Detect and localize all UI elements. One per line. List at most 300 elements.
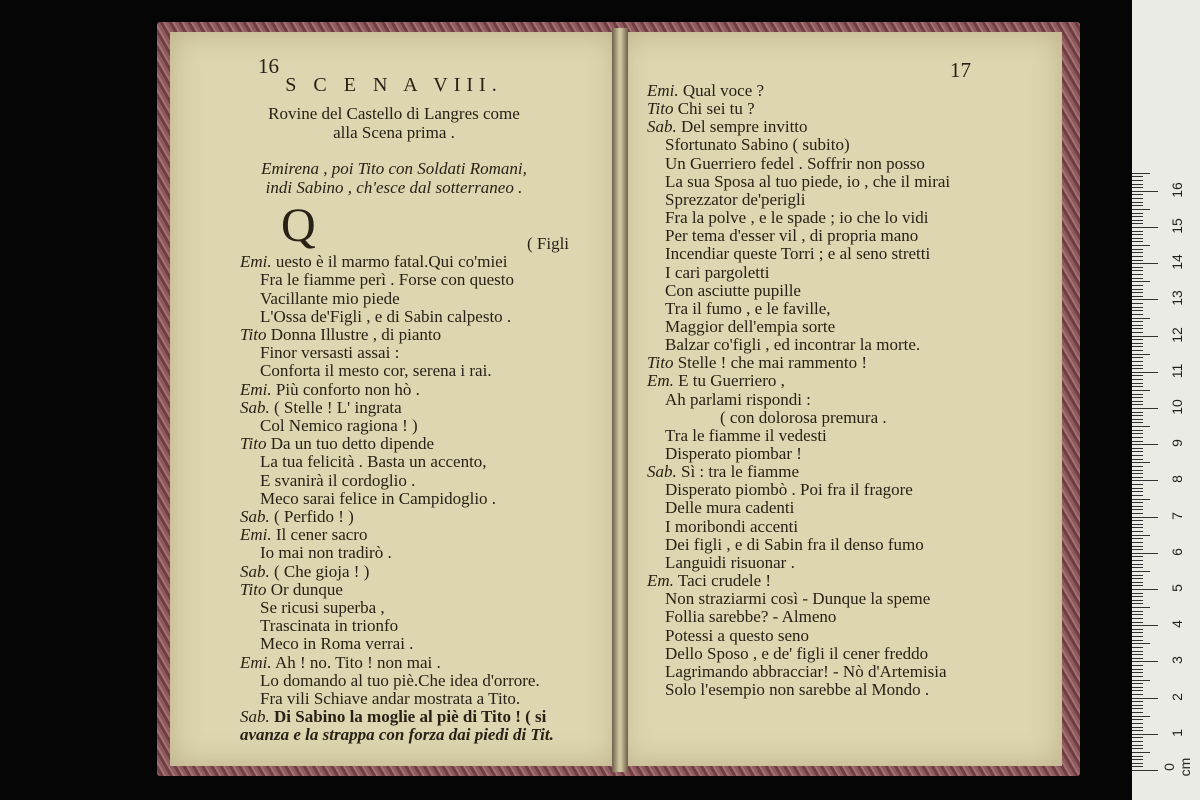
ruler-tick [1132, 473, 1143, 474]
text-line [665, 191, 805, 209]
ruler-tick [1132, 375, 1143, 376]
line-text: Chi sei tu ? [677, 99, 755, 119]
speaker-label: Tito [240, 434, 267, 454]
ruler-tick [1132, 763, 1143, 764]
ruler-tick [1132, 241, 1143, 242]
ruler-tick [1132, 209, 1150, 210]
text-line [647, 118, 808, 136]
text-line [665, 663, 947, 681]
text-line [665, 627, 809, 645]
text-line [647, 100, 755, 118]
ruler-tick [1132, 640, 1143, 641]
ruler-tick [1132, 687, 1143, 688]
speaker-label: Emi. [647, 81, 679, 100]
line-text: Ah parlami rispondi : [665, 389, 811, 409]
measuring-ruler [1132, 0, 1200, 800]
ruler-tick [1132, 357, 1143, 358]
text-line [240, 399, 402, 417]
ruler-tick [1132, 390, 1150, 391]
ruler-label: 0 cm [1161, 757, 1193, 777]
text-line [260, 690, 520, 708]
ruler-tick [1132, 651, 1143, 652]
speaker-label: Emi. [240, 652, 272, 672]
line-text: I cari pargoletti [665, 262, 770, 282]
ruler-tick [1132, 603, 1143, 604]
ruler-tick [1132, 321, 1143, 322]
ruler-tick [1132, 770, 1158, 771]
ruler-tick [1132, 184, 1143, 185]
text-line [665, 481, 913, 499]
ruler-tick [1132, 712, 1143, 713]
ruler-tick [1132, 437, 1143, 438]
ruler-label: 16 [1169, 182, 1185, 198]
ruler-tick [1132, 350, 1143, 351]
ruler-label: 13 [1169, 290, 1185, 307]
line-text: ( Stelle ! L' ingrata [274, 397, 402, 417]
text-line [665, 536, 924, 554]
speaker-label: Tito [240, 579, 267, 599]
speaker-label: Tito [240, 325, 267, 344]
text-line [260, 672, 540, 690]
text-line [665, 318, 835, 336]
line-text: Maggior dell'empia sorte [665, 316, 836, 336]
line-text: Ah ! no. Tito ! non mai . [274, 652, 441, 672]
ruler-tick [1132, 394, 1143, 395]
ruler-tick [1132, 611, 1143, 612]
text-line [665, 136, 850, 154]
ruler-label: 7 [1169, 511, 1185, 520]
ruler-tick [1132, 194, 1143, 195]
text-line [240, 708, 546, 726]
ruler-tick [1132, 354, 1150, 355]
text-line [665, 681, 929, 699]
text-line [260, 453, 487, 471]
ruler-tick [1132, 299, 1158, 300]
ruler-tick [1132, 205, 1143, 206]
ruler-label: 11 [1169, 363, 1185, 379]
text-line [260, 344, 399, 362]
speaker-label: Sab. [240, 397, 270, 417]
cast-line: indi Sabino , ch'esce dal sotterraneo . [265, 178, 523, 197]
line-text: ( con dolorosa premura . [720, 407, 887, 427]
ruler-tick [1132, 191, 1158, 192]
ruler-tick [1132, 216, 1143, 217]
ruler-tick [1132, 553, 1158, 554]
text-line [665, 499, 794, 517]
text-line [260, 544, 392, 562]
ruler-label: 15 [1169, 218, 1185, 234]
line-text: Sprezzator de'perigli [665, 189, 806, 209]
ruler-tick [1132, 578, 1143, 579]
ruler-tick [1132, 401, 1143, 402]
line-text: Incendiar queste Torri ; e al seno stretti [665, 244, 931, 264]
line-text: Balzar co'figli , ed incontrar la morte. [665, 335, 921, 355]
text-line [647, 354, 867, 372]
page-number: 16 [258, 54, 279, 78]
ruler-tick [1132, 292, 1143, 293]
line-text: Del sempre invitto [681, 117, 808, 137]
ruler-tick [1132, 270, 1143, 271]
line-text: Finor versasti assai : [260, 343, 400, 363]
ruler-tick [1132, 752, 1150, 753]
line-text: Un Guerriero fedel . Soffrir non posso [665, 153, 925, 173]
ruler-tick [1132, 690, 1143, 691]
line-text: Or dunque [270, 579, 343, 599]
text-line [720, 409, 887, 427]
line-text: Donna Illustre , di pianto [270, 325, 442, 344]
line-text: Il cener sacro [275, 525, 368, 545]
text-line [665, 608, 836, 626]
ruler-tick [1132, 632, 1143, 633]
line-text: ( Che gioja ! ) [274, 561, 370, 581]
text-line [647, 572, 771, 590]
ruler-tick [1132, 202, 1143, 203]
ruler-tick [1132, 643, 1150, 644]
text-line [240, 435, 434, 453]
ruler-tick [1132, 220, 1143, 221]
line-text: La sua Sposa al tuo piede, io , che il mirai [665, 171, 951, 191]
line-text: Disperato piombar ! [665, 444, 802, 463]
text-line [260, 308, 511, 326]
setting-line: Rovine del Castello di Langres come [268, 104, 520, 123]
ruler-tick [1132, 517, 1158, 518]
ruler-tick [1132, 415, 1143, 416]
ruler-tick [1132, 513, 1143, 514]
ruler-label: 1 [1169, 728, 1185, 737]
ruler-tick [1132, 231, 1143, 232]
text-line [665, 518, 798, 536]
ruler-tick [1132, 263, 1158, 264]
ruler-tick [1132, 524, 1143, 525]
ruler-tick [1132, 748, 1143, 749]
ruler-tick [1132, 680, 1150, 681]
line-text: Delle mura cadenti [665, 498, 795, 518]
line-text: Fra le fiamme perì . Forse con questo [260, 270, 514, 290]
line-text: Stelle ! che mai rammento ! [677, 353, 868, 373]
line-text: Solo l'esempio non sarebbe al Mondo . [665, 679, 930, 699]
line-text: Con asciutte pupille [665, 280, 801, 300]
text-line [260, 617, 398, 635]
text-line [240, 563, 369, 581]
line-text: L'Ossa de'Figli , e di Sabin calpesto . [260, 306, 512, 326]
line-text: Follia sarebbe? - Almeno [665, 607, 837, 627]
ruler-tick [1132, 484, 1143, 485]
page-number: 17 [950, 58, 971, 82]
line-text: Conforta il mesto cor, serena i rai. [260, 361, 492, 381]
ruler-label: 3 [1169, 656, 1185, 665]
ruler-tick [1132, 430, 1143, 431]
ruler-label: 6 [1169, 547, 1185, 556]
ruler-tick [1132, 361, 1143, 362]
text-line [260, 271, 514, 289]
ruler-label: 9 [1169, 439, 1185, 448]
ruler-tick [1132, 734, 1158, 735]
ruler-tick [1132, 658, 1143, 659]
line-text: Trascinata in trionfo [260, 616, 399, 636]
ruler-tick [1132, 278, 1143, 279]
ruler-tick [1132, 531, 1143, 532]
ruler-tick [1132, 694, 1143, 695]
ruler-tick [1132, 336, 1158, 337]
line-text: Non straziarmi così - Dunque la speme [665, 589, 931, 609]
text-line [260, 290, 400, 308]
ruler-tick [1132, 564, 1143, 565]
line-text: Potessi a questo seno [665, 625, 810, 645]
speaker-label: Sab. [647, 117, 677, 137]
line-text: Lo domando al tuo piè.Che idea d'orrore. [260, 670, 540, 690]
ruler-tick [1132, 234, 1143, 235]
text-line [647, 82, 764, 100]
ruler-tick [1132, 339, 1143, 340]
ruler-tick [1132, 759, 1143, 760]
ruler-tick [1132, 600, 1143, 601]
text-line [665, 645, 928, 663]
ruler-tick [1132, 173, 1150, 174]
ruler-tick [1132, 256, 1143, 257]
ruler-tick [1132, 491, 1143, 492]
text-line [527, 235, 569, 253]
ruler-tick [1132, 213, 1143, 214]
text-line [240, 654, 441, 672]
ruler-tick [1132, 310, 1143, 311]
ruler-tick [1132, 252, 1143, 253]
line-text: Per tema d'esser vil , di propria mano [665, 226, 919, 246]
line-text: Meco sarai felice in Campidoglio . [260, 488, 497, 508]
line-text: Se ricusi superba , [260, 598, 385, 617]
line-text: Vacillante mio piede [260, 288, 400, 308]
ruler-tick [1132, 654, 1143, 655]
ruler-tick [1132, 730, 1143, 731]
text-line [260, 362, 492, 380]
ruler-tick [1132, 520, 1143, 521]
ruler-tick [1132, 488, 1143, 489]
line-text: E tu Guerriero , [678, 371, 785, 391]
ruler-tick [1132, 585, 1143, 586]
ruler-label: 8 [1169, 475, 1185, 484]
ruler-tick [1132, 665, 1143, 666]
line-text: Di Sabino la moglie al piè di Tito ! ( si [274, 707, 547, 727]
speaker-label: Em. [647, 571, 674, 591]
ruler-tick [1132, 701, 1143, 702]
ruler-tick [1132, 766, 1143, 767]
speaker-label: Emi. [240, 252, 272, 272]
text-line [260, 490, 496, 508]
speaker-label: Sab. [240, 507, 270, 526]
ruler-tick [1132, 365, 1143, 366]
ruler-tick [1132, 708, 1143, 709]
ruler-tick [1132, 267, 1143, 268]
speaker-label: Em. [647, 371, 674, 391]
ruler-tick [1132, 419, 1143, 420]
line-text: ( Perfido ! ) [274, 507, 354, 526]
text-line [647, 372, 785, 390]
text-line [665, 209, 928, 227]
line-text: Disperato piombò . Poi fra il fragore [665, 480, 913, 500]
ruler-tick [1132, 647, 1143, 648]
ruler-tick [1132, 480, 1158, 481]
speaker-label: Sab. [240, 707, 270, 727]
text-line [665, 282, 801, 300]
text-line [665, 554, 795, 572]
ruler-tick [1132, 296, 1143, 297]
line-text: Da un tuo detto dipende [270, 434, 435, 454]
text-line [260, 599, 385, 617]
text-line [665, 227, 918, 245]
ruler-tick [1132, 223, 1143, 224]
text-line [665, 173, 950, 191]
ruler-tick [1132, 325, 1143, 326]
ruler-tick [1132, 607, 1150, 608]
ruler-label: 4 [1169, 620, 1185, 629]
ruler-label: 2 [1169, 692, 1185, 701]
ruler-tick [1132, 527, 1143, 528]
text-line [240, 326, 441, 344]
ruler-tick [1132, 187, 1143, 188]
ruler-tick [1132, 314, 1143, 315]
ruler-tick [1132, 470, 1143, 471]
ruler-tick [1132, 575, 1143, 576]
speaker-label: Tito [647, 353, 674, 373]
line-text: Lagrimando abbracciar! - Nò d'Artemisia [665, 661, 947, 681]
ruler-tick [1132, 582, 1143, 583]
ruler-tick [1132, 506, 1143, 507]
ruler-tick [1132, 669, 1143, 670]
line-text: Più conforto non hò . [275, 379, 420, 399]
speaker-label: Emi. [240, 525, 272, 545]
speaker-label: Emi. [240, 379, 272, 399]
ruler-tick [1132, 741, 1143, 742]
ruler-tick [1132, 459, 1143, 460]
text-line [240, 508, 354, 526]
ruler-tick [1132, 556, 1143, 557]
ruler-tick [1132, 698, 1158, 699]
text-line [665, 427, 827, 445]
ruler-tick [1132, 683, 1143, 684]
ruler-tick [1132, 303, 1143, 304]
text-line [240, 253, 507, 271]
ruler-tick [1132, 625, 1158, 626]
ruler-tick [1132, 372, 1158, 373]
ruler-tick [1132, 383, 1143, 384]
ruler-tick [1132, 412, 1143, 413]
text-line [665, 445, 802, 463]
line-text: Tra le fiamme il vedesti [665, 425, 827, 445]
ruler-tick [1132, 535, 1150, 536]
ruler-tick [1132, 281, 1150, 282]
ruler-tick [1132, 227, 1158, 228]
line-text: avanza e la strappa con forza dai piedi di Tit. [240, 725, 554, 745]
ruler-tick [1132, 274, 1143, 275]
text-line [665, 336, 920, 354]
ruler-tick [1132, 408, 1158, 409]
ruler-tick [1132, 705, 1143, 706]
text-line [240, 526, 367, 544]
ruler-tick [1132, 629, 1143, 630]
right-page [620, 32, 1062, 766]
drop-cap: Q [281, 199, 316, 252]
ruler-tick [1132, 289, 1143, 290]
ruler-tick [1132, 596, 1143, 597]
ruler-tick [1132, 346, 1143, 347]
ruler-label: 5 [1169, 584, 1185, 592]
ruler-tick [1132, 328, 1143, 329]
ruler-tick [1132, 499, 1150, 500]
ruler-tick [1132, 180, 1143, 181]
ruler-tick [1132, 426, 1150, 427]
text-line [260, 472, 415, 490]
ruler-tick [1132, 727, 1143, 728]
ruler-tick [1132, 433, 1143, 434]
line-text: Taci crudele ! [677, 571, 772, 591]
text-line [665, 300, 831, 318]
scene-title: S C E N A VIII. [285, 74, 503, 96]
ruler-tick [1132, 549, 1143, 550]
line-text: Io mai non tradirò . [260, 543, 392, 563]
ruler-tick [1132, 441, 1143, 442]
ruler-tick [1132, 386, 1143, 387]
ruler-tick [1132, 404, 1143, 405]
line-text: I moribondi accenti [665, 516, 799, 536]
ruler-tick [1132, 756, 1143, 757]
ruler-tick [1132, 618, 1143, 619]
ruler-tick [1132, 285, 1143, 286]
ruler-tick [1132, 737, 1143, 738]
ruler-tick [1132, 723, 1143, 724]
text-line [665, 590, 930, 608]
book-gutter [612, 28, 628, 772]
line-text: Dello Sposo , e de' figli il cener freddo [665, 643, 929, 663]
cast-line: Emirena , poi Tito con Soldati Romani, [261, 159, 527, 178]
ruler-label: 14 [1169, 254, 1185, 270]
line-text: Dei figli , e di Sabin fra il denso fumo [665, 534, 924, 554]
text-line [240, 381, 420, 399]
ruler-tick [1132, 455, 1143, 456]
setting-line: alla Scena prima . [333, 123, 455, 142]
ruler-tick [1132, 318, 1150, 319]
text-line [240, 726, 554, 744]
line-text: Tra il fumo , e le faville, [665, 298, 831, 318]
speaker-label: Sab. [240, 561, 270, 581]
ruler-tick [1132, 636, 1143, 637]
ruler-tick [1132, 571, 1150, 572]
line-text: Col Nemico ragiona ! ) [260, 416, 418, 435]
ruler-tick [1132, 560, 1143, 561]
ruler-tick [1132, 462, 1150, 463]
ruler-tick [1132, 245, 1150, 246]
line-text: uesto è il marmo fatal.Qui co'miei [275, 252, 508, 272]
ruler-tick [1132, 260, 1143, 261]
ruler-tick [1132, 466, 1143, 467]
ruler-tick [1132, 176, 1143, 177]
ruler-tick [1132, 672, 1143, 673]
line-text: Meco in Roma verrai . [260, 634, 414, 654]
speaker-label: Sab. [647, 462, 677, 482]
text-line [260, 417, 418, 435]
ruler-tick [1132, 368, 1143, 369]
ruler-tick [1132, 477, 1143, 478]
text-line [665, 264, 769, 282]
ruler-tick [1132, 422, 1143, 423]
line-text: Fra vili Schiave andar mostrata a Tito. [260, 689, 521, 708]
line-text: Fra la polve , e le spade ; io che lo vidi [665, 208, 929, 228]
line-text: Sì : tra le fiamme [681, 462, 800, 482]
text-line [665, 245, 930, 263]
ruler-tick [1132, 509, 1143, 510]
text-line [647, 463, 799, 481]
line-text: ( Figli [527, 234, 570, 253]
line-text: Sfortunato Sabino ( subito) [665, 135, 850, 155]
line-text: E svanirà il cordoglio . [260, 470, 416, 490]
